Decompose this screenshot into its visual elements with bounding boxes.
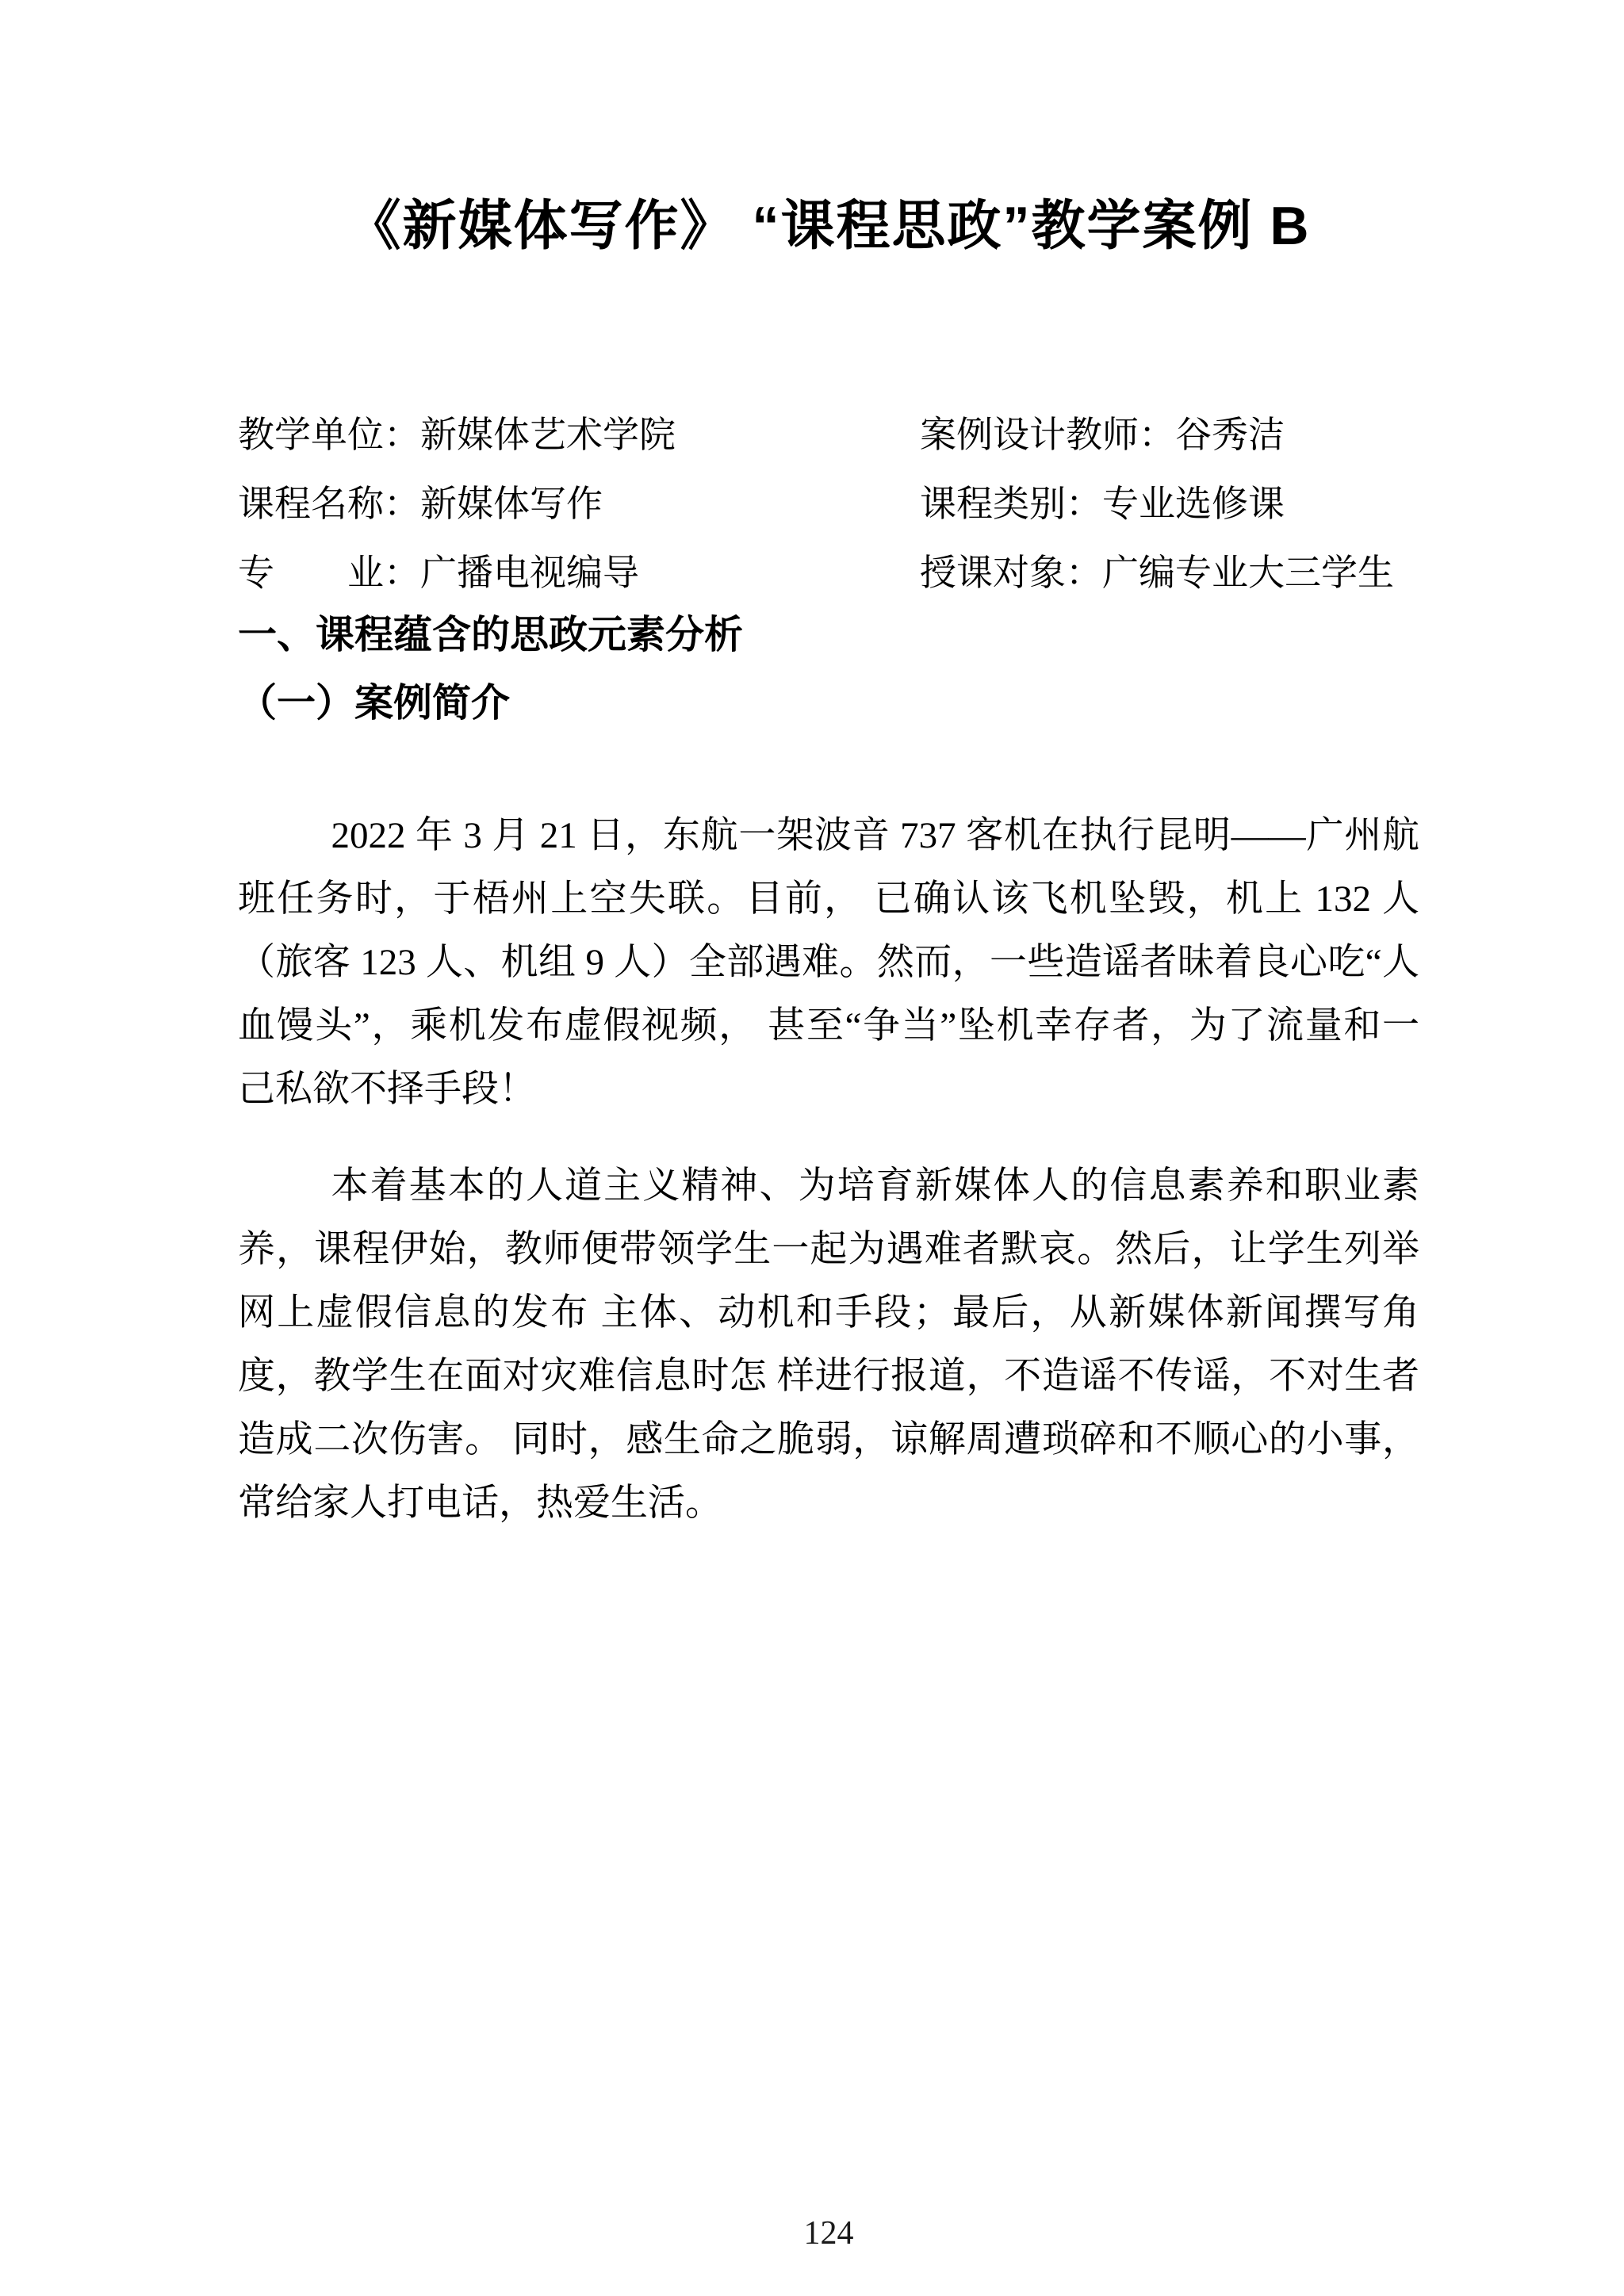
colon: ： — [384, 484, 420, 524]
meta-row — [238, 400, 1419, 469]
body-text — [238, 804, 1419, 1535]
subsection-heading: （一）案例简介 — [238, 682, 511, 725]
meta-field-teaching-unit — [238, 400, 920, 469]
page-number: 124 — [803, 2215, 854, 2252]
colon: ： — [1066, 484, 1102, 524]
meta-value: 新媒体艺术学院 — [420, 415, 676, 455]
meta-label: 案例设计教师 — [920, 415, 1139, 455]
page-content — [238, 194, 1419, 1535]
meta-value: 广编专业大三学生 — [1102, 553, 1394, 593]
meta-field-course-name — [238, 469, 920, 538]
meta-value: 谷秀洁 — [1175, 415, 1285, 455]
meta-field-major — [238, 538, 920, 607]
meta-label: 课程名称 — [238, 484, 384, 524]
meta-label: 授课对象 — [920, 553, 1066, 593]
meta-row — [238, 538, 1419, 607]
meta-label: 教学单位 — [238, 415, 384, 455]
meta-label: 专业 — [238, 553, 384, 593]
paragraph: 本着基本的人道主义精神、为培育新媒体人的信息素养和职业素养，课程伊始，教师便带领学生一起为遇难者默哀。然后，让学生列举网上虚假信息的发布 主体、动机和手段；最后，从新媒体新闻撰写角度，教学生在面对灾难信息时怎 样进行报道，不造谣不传谣，不对生者造成二次伤害。 同时，感生命之脆弱，谅解周遭琐碎和不顺心的小事，常给家人打电话，热爱生活。 — [238, 1165, 1419, 1524]
colon: ： — [384, 415, 420, 455]
meta-field-case-designer — [920, 400, 1419, 469]
meta-value: 广播电视编导 — [420, 553, 639, 593]
meta-block — [238, 400, 1419, 607]
document-title: 《新媒体写作》 “课程思政”教学案例 B — [347, 196, 1311, 256]
meta-field-course-type — [920, 469, 1419, 538]
colon: ： — [1066, 553, 1102, 593]
meta-value: 新媒体写作 — [420, 484, 603, 524]
colon: ： — [384, 553, 420, 593]
paragraph: 2022 年 3 月 21 日，东航一架波音 737 客机在执行昆明——广州航班任务时，于梧州上空失联。目前， 已确认该飞机坠毁，机上 132 人（旅客 123 人、机组 9 人）全部遇难。然而，一些造谣者昧着良心吃“人血馒头”，乘机发布虚假视频， 甚至“争当”坠机幸存者，为了流量和一 己私欲不择手段！ — [238, 815, 1419, 1110]
meta-label: 课程类别 — [920, 484, 1066, 524]
section-heading: 一、课程蕴含的思政元素分析 — [238, 614, 744, 656]
meta-value: 专业选修课 — [1102, 484, 1285, 524]
meta-row — [238, 469, 1419, 538]
meta-field-audience — [920, 538, 1419, 607]
colon: ： — [1139, 415, 1175, 455]
